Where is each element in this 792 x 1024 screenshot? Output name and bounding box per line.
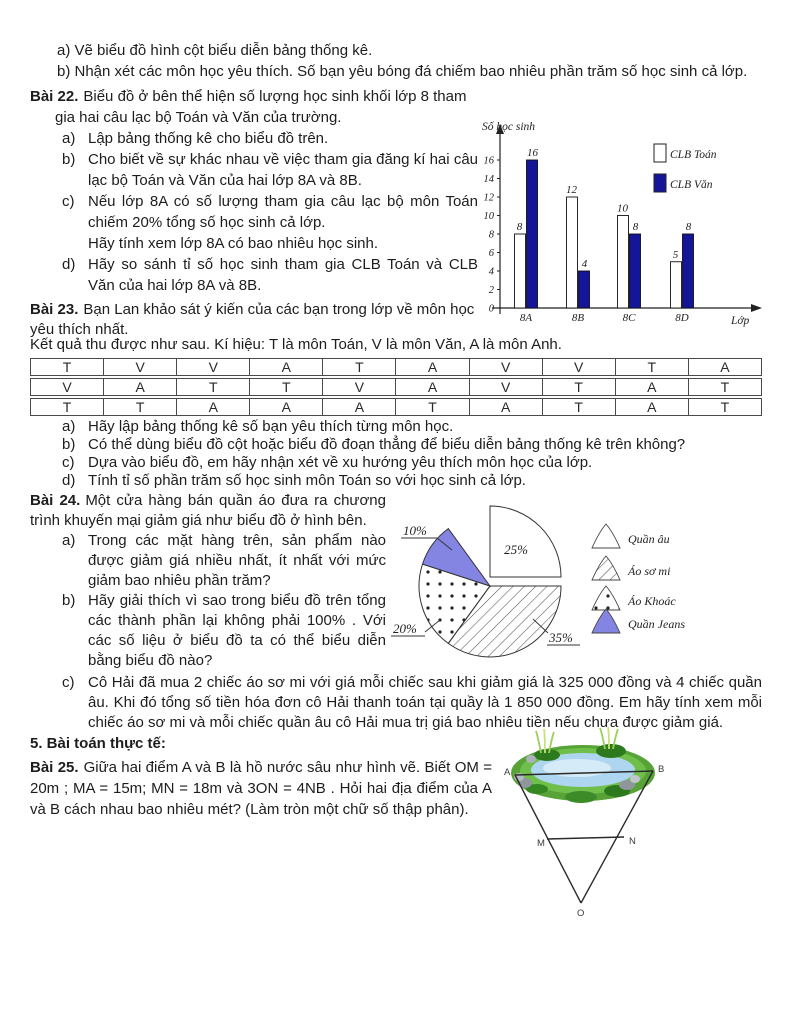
pie-legend-swatch bbox=[592, 609, 620, 633]
item-marker: b) bbox=[62, 592, 76, 609]
table-cell: T bbox=[615, 358, 689, 376]
table-cell: T bbox=[103, 398, 177, 416]
table-cell: T bbox=[176, 378, 250, 396]
bar-clb-van bbox=[683, 234, 694, 308]
bar-value-label: 16 bbox=[527, 147, 538, 159]
bai24-intro: Một cửa hàng bán quần áo đưa ra chương trình khuyến mại giảm giá như biểu đồ ở hình bên. bbox=[30, 492, 386, 529]
table-cell: A bbox=[395, 378, 469, 396]
table-cell: A bbox=[103, 378, 177, 396]
bar-clb-van bbox=[630, 234, 641, 308]
pie-chart bbox=[388, 496, 700, 668]
table-cell: T bbox=[249, 378, 323, 396]
table-cell: T bbox=[30, 398, 104, 416]
item-marker: a) bbox=[62, 130, 76, 147]
bai23-intro: Bạn Lan khảo sát ý kiến của các bạn trong lớp về môn học yêu thích nhất. bbox=[30, 301, 475, 338]
table-cell: A bbox=[469, 398, 543, 416]
table-cell: T bbox=[542, 398, 616, 416]
item-text: Hãy tính xem lớp 8A có bao nhiêu học sinh. bbox=[88, 235, 379, 252]
pie-legend-swatch bbox=[592, 556, 620, 580]
item-text: Hãy lập bảng thống kê số bạn yêu thích từng môn học. bbox=[88, 418, 454, 435]
bai23-item-b bbox=[62, 436, 762, 454]
bai22-item-b bbox=[62, 149, 478, 191]
table-cell: V bbox=[30, 378, 104, 396]
bush bbox=[534, 749, 560, 761]
bai22-heading bbox=[30, 86, 478, 128]
item-marker: a) bbox=[62, 532, 76, 549]
table-cell: V bbox=[176, 358, 250, 376]
item-text: Trong các mặt hàng trên, sản phẩm nào được giảm giá nhiều nhất, ít nhất với mức giảm bao nhiêu phần trăm? bbox=[88, 532, 386, 589]
y-tick-label: 0 bbox=[488, 303, 494, 315]
item-text: Hãy so sánh tỉ số học sinh tham gia CLB Toán và CLB Văn của hai lớp 8A và 8B. bbox=[88, 256, 478, 294]
section5-heading: 5. Bài toán thực tế: bbox=[30, 735, 166, 752]
table-cell: V bbox=[542, 358, 616, 376]
table-cell: A bbox=[688, 358, 762, 376]
y-axis-title: Số học sinh bbox=[482, 121, 536, 133]
item-marker: b) bbox=[62, 436, 76, 453]
table-cell: V bbox=[103, 358, 177, 376]
table-cell: A bbox=[395, 358, 469, 376]
x-category-label: 8D bbox=[675, 312, 689, 324]
item-text: Tính tỉ số phần trăm số học sinh môn Toán so với học sinh cả lớp. bbox=[88, 472, 526, 489]
table-cell: A bbox=[322, 398, 396, 416]
x-axis-title: Lớp bbox=[731, 315, 750, 327]
table-cell: T bbox=[542, 378, 616, 396]
bar-value-label: 4 bbox=[581, 258, 588, 270]
bar-clb-toan bbox=[515, 234, 526, 308]
rock bbox=[630, 775, 640, 783]
item-marker: c) bbox=[62, 454, 75, 471]
bai24-label: Bài 24. bbox=[30, 492, 81, 509]
pie-slice-label: 35% bbox=[549, 630, 573, 645]
item-text: Nếu lớp 8A có số lượng tham gia câu lạc bộ môn Toán chiếm 20% tổng số học sinh cả lớp. bbox=[88, 193, 478, 231]
y-tick-label: 8 bbox=[488, 229, 494, 241]
pie-slice-label: 10% bbox=[403, 523, 427, 538]
table-cell: V bbox=[322, 378, 396, 396]
item-marker: c) bbox=[62, 193, 75, 210]
x-category-label: 8B bbox=[571, 312, 585, 324]
bai25-text: Giữa hai điểm A và B là hồ nước sâu như hình vẽ. Biết OM = 20m ; MA = 15m; MN = 18m và 3ON = 4NB . Hỏi hai địa điểm của A và B cách nhau bao nhiêu mét? (Làm tròn một chữ số thập phân). bbox=[30, 759, 492, 818]
y-tick-label: 14 bbox=[483, 174, 494, 185]
pie-legend-swatch bbox=[592, 524, 620, 548]
bar-value-label: 5 bbox=[672, 248, 679, 261]
bai24-item-a bbox=[62, 531, 386, 591]
bar-value-label: 12 bbox=[566, 184, 577, 196]
pie-legend-swatch bbox=[592, 586, 620, 610]
table-cell: T bbox=[395, 398, 469, 416]
bar-value-label: 8 bbox=[632, 221, 639, 233]
pie-legend-label: Áo Khoác bbox=[628, 594, 676, 608]
table-cell: A bbox=[249, 358, 323, 376]
point-label-A: A bbox=[504, 767, 511, 778]
bush bbox=[565, 791, 597, 803]
bar-value-label: 10 bbox=[617, 202, 628, 215]
bai23-table bbox=[30, 358, 762, 418]
bar-clb-van bbox=[579, 271, 590, 308]
bai22-item-a bbox=[62, 128, 478, 149]
bar-clb-toan bbox=[671, 262, 682, 308]
y-tick-label: 10 bbox=[483, 211, 494, 222]
table-cell: A bbox=[615, 378, 689, 396]
table-cell: V bbox=[469, 358, 543, 376]
x-axis-arrow bbox=[751, 304, 762, 312]
item-marker: c) bbox=[62, 674, 75, 691]
y-tick-label: 6 bbox=[488, 248, 494, 259]
x-category-label: 8C bbox=[622, 312, 636, 324]
bai23-item-d bbox=[62, 472, 762, 490]
intro-line-b: b) Nhận xét các môn học yêu thích. Số bạn yêu bóng đá chiếm bao nhiêu phần trăm số học sinh cả lớp. bbox=[57, 63, 748, 80]
point-label-O: O bbox=[577, 908, 585, 919]
bush bbox=[596, 744, 626, 758]
point-label-N: N bbox=[629, 836, 636, 847]
legend-label-toan: CLB Toán bbox=[670, 149, 717, 161]
bar-value-label: 8 bbox=[516, 221, 523, 233]
bar-clb-toan bbox=[618, 216, 629, 309]
legend-swatch-toan bbox=[654, 144, 666, 162]
table-row bbox=[30, 378, 762, 396]
y-tick-label: 12 bbox=[483, 192, 494, 204]
bai23-heading bbox=[30, 300, 482, 340]
bar-chart bbox=[478, 118, 770, 330]
lake-figure bbox=[495, 727, 680, 923]
item-text: Cho biết về sự khác nhau về việc tham gia đăng kí hai câu lạc bộ Toán và Văn của hai lớp 8A và 8B. bbox=[88, 151, 478, 189]
bai22-label: Bài 22. bbox=[30, 88, 79, 105]
bai23-label: Bài 23. bbox=[30, 301, 79, 318]
y-tick-label: 2 bbox=[488, 285, 494, 296]
table-cell: A bbox=[615, 398, 689, 416]
point-label-B: B bbox=[658, 764, 665, 775]
pie-legend-label: Quần Jeans bbox=[628, 617, 685, 631]
legend-swatch-van bbox=[654, 174, 666, 192]
item-marker: b) bbox=[62, 151, 76, 168]
bai24-heading bbox=[30, 491, 386, 531]
x-category-label: 8A bbox=[519, 312, 533, 324]
item-text: Hãy giải thích vì sao trong biểu đồ trên tổng các thành phần lại không phải 100% . Với các số liệu ở biểu đồ ta có thể biểu diễn bằng biểu đồ nào? bbox=[88, 592, 386, 669]
bai23-item-a bbox=[62, 418, 762, 436]
bar-value-label: 8 bbox=[685, 221, 692, 233]
rock bbox=[526, 755, 536, 763]
table-cell: T bbox=[688, 398, 762, 416]
bai22-intro: Biểu đồ ở bên thể hiện số lượng học sinh khối lớp 8 tham gia hai câu lạc bộ Toán và Văn của trường. bbox=[55, 88, 467, 126]
item-text: Cô Hải đã mua 2 chiếc áo sơ mi với giá mỗi chiếc sau khi giảm giá là 325 000 đồng và 4 chiếc quần âu. Khi đó tổng số tiền hóa đơn cô Hải thanh toán tại quầy là 1 850 000 đồng. Em hãy tính xem mỗi chiếc áo sơ mi và mỗi chiếc quần âu cô Hải mua trị giá bao nhiêu tiền nếu chưa được giảm giá. bbox=[88, 674, 762, 731]
bai22-item-d bbox=[62, 254, 478, 296]
item-text: Dựa vào biểu đồ, em hãy nhận xét về xu hướng yêu thích môn học của lớp. bbox=[88, 454, 593, 471]
bai24-item-c bbox=[30, 673, 762, 733]
table-cell: T bbox=[688, 378, 762, 396]
y-tick-label: 4 bbox=[488, 266, 494, 278]
item-marker: d) bbox=[62, 256, 76, 273]
pie-slice-label: 20% bbox=[393, 621, 417, 636]
bai22-section bbox=[30, 86, 478, 296]
table-cell: A bbox=[176, 398, 250, 416]
bai23-item-c bbox=[62, 454, 762, 472]
item-marker: a) bbox=[62, 418, 76, 435]
bai22-item-c bbox=[62, 191, 478, 254]
item-text: Lập bảng thống kê cho biểu đồ trên. bbox=[88, 130, 329, 147]
item-text: Có thể dùng biểu đồ cột hoặc biểu đồ đoạn thẳng để biểu diễn bảng thống kê trên không? bbox=[88, 436, 686, 453]
bai24-item-b bbox=[62, 591, 386, 671]
bar-clb-toan bbox=[567, 197, 578, 308]
intro-line-a: a) Vẽ biểu đồ hình cột biểu diễn bảng thống kê. bbox=[57, 42, 373, 59]
bai25-section bbox=[30, 757, 492, 820]
point-label-M: M bbox=[537, 838, 545, 849]
bai24-section bbox=[30, 491, 386, 671]
table-cell: A bbox=[249, 398, 323, 416]
y-tick-label: 16 bbox=[483, 155, 494, 167]
item-marker: d) bbox=[62, 472, 76, 489]
table-cell: V bbox=[469, 378, 543, 396]
table-row bbox=[30, 398, 762, 416]
bar-clb-van bbox=[527, 160, 538, 308]
table-row bbox=[30, 358, 762, 376]
pie-slice-label: 25% bbox=[504, 542, 528, 557]
table-cell: T bbox=[322, 358, 396, 376]
bai25-label: Bài 25. bbox=[30, 759, 79, 776]
legend-label-van: CLB Văn bbox=[670, 179, 713, 191]
bai23-note: Kết quả thu được như sau. Kí hiệu: T là môn Toán, V là môn Văn, A là môn Anh. bbox=[30, 336, 562, 353]
pie-legend-label: Áo sơ mi bbox=[628, 564, 671, 578]
bai23-items bbox=[62, 418, 762, 490]
pie-legend-label: Quần âu bbox=[628, 532, 670, 546]
table-cell: T bbox=[30, 358, 104, 376]
